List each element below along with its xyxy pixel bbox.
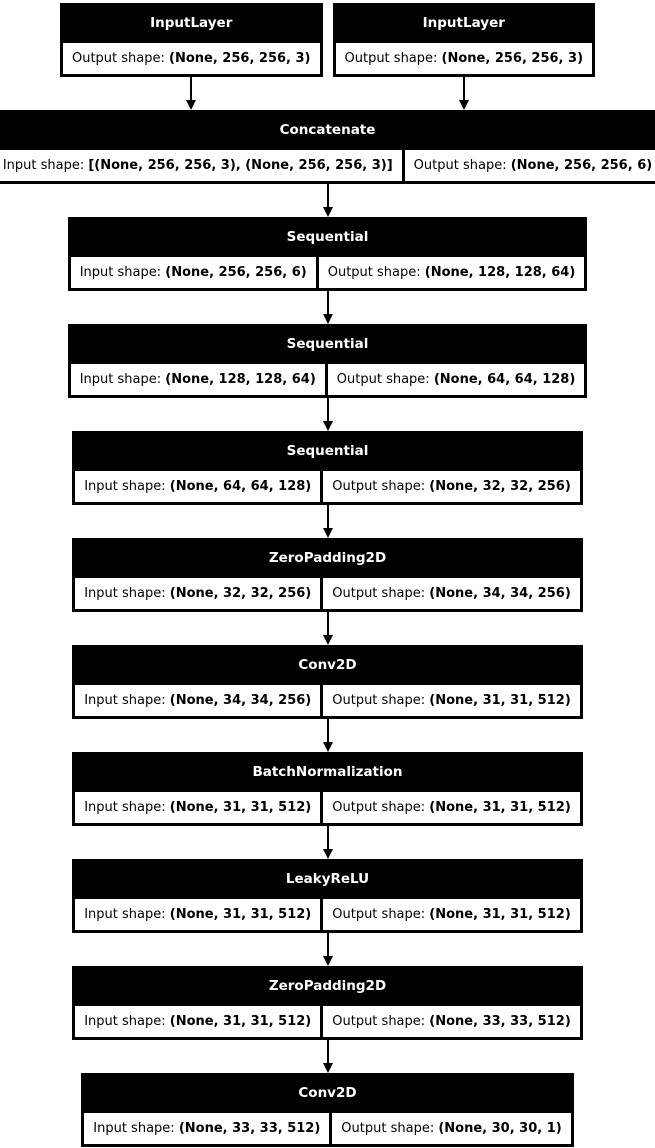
- node-conv2d-2: [81, 1073, 573, 1147]
- input-shape-cell: [75, 578, 320, 609]
- node-conv2d-1: [72, 645, 583, 719]
- node-zeropadding2d-1: [72, 538, 583, 612]
- layer-type-label: Sequential: [286, 443, 369, 459]
- arrowhead-icon: [323, 635, 333, 645]
- edge-arrow: [323, 612, 333, 645]
- shape-value: (None, 32, 32, 256): [429, 479, 571, 494]
- shape-cells: [336, 43, 593, 74]
- layer-type-label: Conv2D: [298, 1085, 357, 1101]
- shape-value: [(None, 256, 256, 3), (None, 256, 256, 3)]: [88, 158, 393, 173]
- output-shape-cell: [63, 43, 320, 74]
- arrowhead-icon: [186, 100, 196, 110]
- input-shape-cell: [75, 471, 320, 502]
- arrowhead-icon: [323, 207, 333, 217]
- edge-line: [327, 612, 329, 635]
- shape-value: (None, 32, 32, 256): [169, 586, 312, 601]
- shape-label: Input shape:: [84, 693, 170, 708]
- input-shape-cell: [84, 1113, 329, 1144]
- shape-value: (None, 31, 31, 512): [429, 693, 571, 708]
- shape-value: (None, 64, 64, 128): [433, 372, 576, 387]
- node-inputlayer-2: [333, 3, 596, 77]
- input-shape-cell: [75, 1006, 320, 1037]
- shape-value: (None, 256, 256, 3): [169, 51, 311, 66]
- shape-label: Input shape:: [84, 586, 170, 601]
- shape-label: Output shape:: [71, 51, 170, 66]
- edge-arrow: [323, 184, 333, 217]
- shape-cells: [71, 257, 585, 288]
- shape-label: Output shape:: [413, 158, 511, 173]
- edge-line: [327, 505, 329, 528]
- arrowhead-icon: [323, 528, 333, 538]
- node-inputlayer-1: [60, 3, 323, 77]
- edge-arrow: [323, 398, 333, 431]
- shape-cells: [75, 792, 580, 823]
- shape-label: Output shape:: [332, 907, 430, 922]
- input-shape-cell: [75, 792, 320, 823]
- edge-line: [327, 826, 329, 849]
- shape-label: Input shape:: [84, 800, 170, 815]
- shape-label: Input shape:: [2, 158, 89, 173]
- arrowhead-icon: [323, 742, 333, 752]
- shape-label: Output shape:: [327, 265, 425, 280]
- shape-value: (None, 31, 31, 512): [169, 800, 312, 815]
- output-shape-cell: [323, 1006, 580, 1037]
- shape-cells: [71, 364, 585, 395]
- shape-label: Input shape:: [84, 479, 170, 494]
- input-layers-row: [60, 3, 595, 110]
- output-shape-cell: [336, 43, 593, 74]
- shape-label: Output shape:: [332, 586, 430, 601]
- edge-line: [463, 77, 465, 100]
- layer-type-label: Sequential: [286, 229, 369, 245]
- output-shape-cell: [319, 257, 585, 288]
- shape-label: Input shape:: [93, 1121, 179, 1136]
- shape-value: (None, 64, 64, 128): [169, 479, 312, 494]
- input-shape-cell: [71, 257, 316, 288]
- shape-value: (None, 34, 34, 256): [169, 693, 312, 708]
- layer-type-label: Concatenate: [279, 122, 376, 138]
- arrowhead-icon: [323, 1063, 333, 1073]
- node-batchnormalization: [72, 752, 583, 826]
- node-sequential-1: [68, 217, 588, 291]
- arrowhead-icon: [459, 100, 469, 110]
- edge-arrow: [323, 933, 333, 966]
- edge-arrow: [186, 77, 196, 110]
- shape-cells: [84, 1113, 570, 1144]
- shape-cells: [75, 471, 580, 502]
- shape-label: Output shape:: [341, 1121, 439, 1136]
- layer-type-label: ZeroPadding2D: [268, 978, 387, 994]
- output-shape-cell: [323, 792, 580, 823]
- edge-arrow: [323, 505, 333, 538]
- shape-label: Output shape:: [332, 693, 430, 708]
- input-shape-cell: [0, 150, 402, 181]
- shape-label: Output shape:: [336, 372, 434, 387]
- shape-label: Output shape:: [344, 51, 442, 66]
- shape-value: (None, 128, 128, 64): [165, 372, 316, 387]
- shape-value: (None, 31, 31, 512): [429, 800, 571, 815]
- input-branch-1: [60, 3, 323, 110]
- shape-value: (None, 31, 31, 512): [169, 1014, 312, 1029]
- edge-arrow: [459, 77, 469, 110]
- shape-value: (None, 34, 34, 256): [429, 586, 571, 601]
- output-shape-cell: [405, 150, 655, 181]
- output-shape-cell: [323, 578, 580, 609]
- output-shape-cell: [328, 364, 585, 395]
- edge-arrow: [323, 826, 333, 859]
- shape-cells: [75, 578, 580, 609]
- shape-cells: [75, 899, 580, 930]
- layer-type-label: InputLayer: [150, 15, 233, 31]
- arrowhead-icon: [323, 314, 333, 324]
- node-concatenate: [0, 110, 655, 184]
- edge-arrow: [323, 1040, 333, 1073]
- shape-label: Input shape:: [84, 907, 170, 922]
- layer-type-label: InputLayer: [422, 15, 505, 31]
- node-zeropadding2d-2: [72, 966, 583, 1040]
- shape-value: (None, 256, 256, 3): [441, 51, 584, 66]
- arrowhead-icon: [323, 849, 333, 859]
- shape-label: Input shape:: [84, 1014, 170, 1029]
- node-sequential-3: [72, 431, 583, 505]
- input-shape-cell: [75, 899, 320, 930]
- layer-type-label: Conv2D: [298, 657, 357, 673]
- edge-line: [327, 1040, 329, 1063]
- edge-line: [327, 291, 329, 314]
- layer-type-label: BatchNormalization: [252, 764, 403, 780]
- shape-label: Output shape:: [332, 1014, 430, 1029]
- edge-arrow: [323, 291, 333, 324]
- edge-line: [327, 184, 329, 207]
- shape-value: (None, 128, 128, 64): [424, 265, 576, 280]
- edge-line: [190, 77, 192, 100]
- input-branch-2: [333, 3, 596, 110]
- edge-line: [327, 719, 329, 742]
- input-shape-cell: [75, 685, 320, 716]
- shape-value: (None, 30, 30, 1): [438, 1121, 562, 1136]
- shape-value: (None, 256, 256, 6): [165, 265, 307, 280]
- shape-cells: [63, 43, 320, 74]
- layer-type-label: LeakyReLU: [285, 871, 370, 887]
- node-leakyrelu: [72, 859, 583, 933]
- input-shape-cell: [71, 364, 325, 395]
- shape-cells: [75, 685, 580, 716]
- shape-label: Input shape:: [79, 372, 166, 387]
- output-shape-cell: [323, 685, 580, 716]
- node-sequential-2: [68, 324, 588, 398]
- arrowhead-icon: [323, 421, 333, 431]
- shape-value: (None, 33, 33, 512): [178, 1121, 321, 1136]
- edge-arrow: [323, 719, 333, 752]
- edge-line: [327, 933, 329, 956]
- output-shape-cell: [323, 471, 580, 502]
- shape-cells: [75, 1006, 580, 1037]
- shape-cells: [0, 150, 655, 181]
- shape-label: Output shape:: [332, 800, 430, 815]
- shape-value: (None, 256, 256, 6): [510, 158, 653, 173]
- edge-line: [327, 398, 329, 421]
- shape-value: (None, 31, 31, 512): [429, 907, 571, 922]
- shape-value: (None, 31, 31, 512): [169, 907, 312, 922]
- shape-label: Input shape:: [79, 265, 166, 280]
- layer-type-label: Sequential: [286, 336, 369, 352]
- layer-type-label: ZeroPadding2D: [268, 550, 387, 566]
- output-shape-cell: [323, 899, 580, 930]
- output-shape-cell: [332, 1113, 570, 1144]
- arrowhead-icon: [323, 956, 333, 966]
- shape-value: (None, 33, 33, 512): [429, 1014, 571, 1029]
- shape-label: Output shape:: [332, 479, 430, 494]
